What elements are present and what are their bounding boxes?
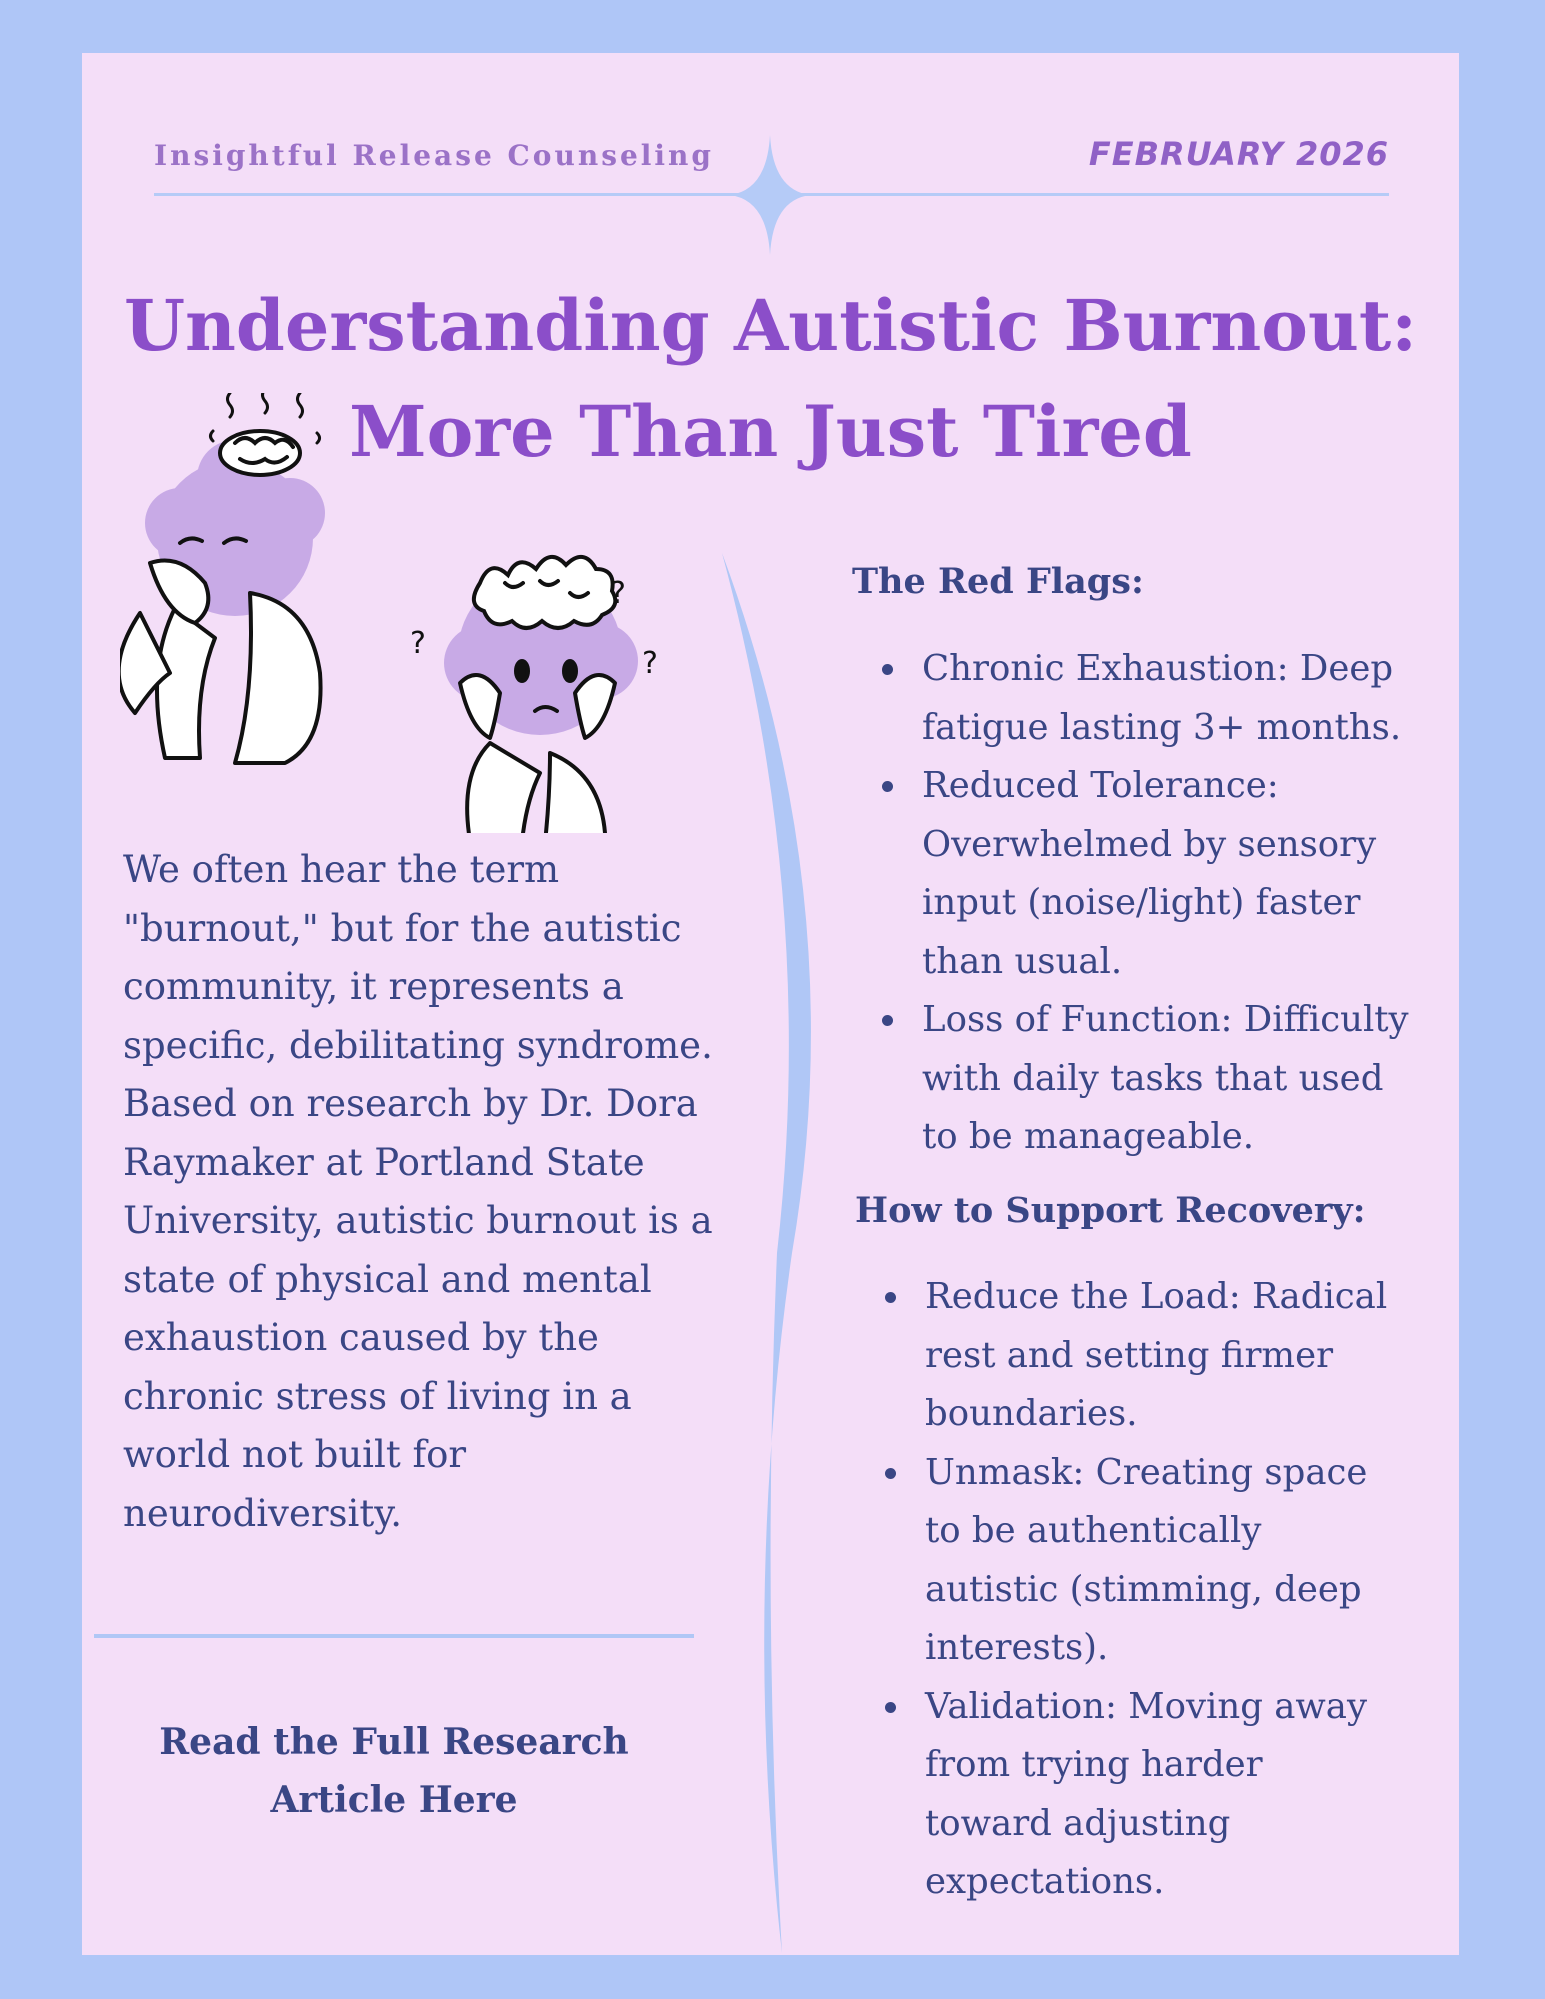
- read-research-article-link[interactable]: [94, 1713, 694, 1829]
- wave-divider: [722, 553, 842, 1953]
- title-line-2: More Than Just Tired: [349, 390, 1192, 473]
- support-recovery-heading: How to Support Recovery:: [855, 1190, 1366, 1231]
- list-item: Reduce the Load: Radical rest and setting firmer boundaries.: [855, 1268, 1395, 1444]
- cta-line-1: Read the Full Research: [159, 1721, 629, 1763]
- intro-paragraph: We often hear the term "burnout," but for the autistic community, it represents a specific, debilitating syndrome. Based on research by Dr. Dora Raymaker at Portland State University, autistic burnout is a state of physical and mental exhaustion caused by the chronic stress of living in a world not built for neurodiversity.: [123, 848, 713, 1535]
- list-item: Unmask: Creating space to be authentically autistic (stimming, deep interests).: [855, 1444, 1395, 1678]
- cta-line-2: Article Here: [270, 1779, 518, 1821]
- burnout-illustration: [120, 393, 700, 833]
- svg-text:?: ?: [410, 626, 426, 661]
- issue-date: FEBRUARY 2026: [1088, 135, 1389, 173]
- organization-name: Insightful Release Counseling: [154, 139, 714, 172]
- newsletter-page: [82, 53, 1459, 1955]
- list-item: Chronic Exhaustion: Deep fatigue lasting 3+ months.: [852, 640, 1412, 757]
- svg-text:?: ?: [610, 576, 626, 611]
- confused-figure-illustration: [410, 557, 658, 833]
- list-item: Validation: Moving away from trying harder toward adjusting expectations.: [855, 1678, 1395, 1912]
- left-column-divider: [94, 1634, 694, 1638]
- list-item: Loss of Function: Difficulty with daily tasks that used to be manageable.: [852, 991, 1412, 1167]
- sparkle-icon: [730, 135, 810, 255]
- red-flags-heading: The Red Flags:: [852, 561, 1144, 602]
- list-item: Reduced Tolerance: Overwhelmed by sensory input (noise/light) faster than usual.: [852, 757, 1412, 991]
- svg-text:?: ?: [642, 646, 658, 681]
- overwhelmed-brain-figure-illustration: [120, 393, 325, 763]
- red-flags-list: [852, 640, 1412, 1167]
- support-recovery-list: [855, 1268, 1395, 1912]
- title-line-1: Understanding Autistic Burnout:: [123, 284, 1418, 367]
